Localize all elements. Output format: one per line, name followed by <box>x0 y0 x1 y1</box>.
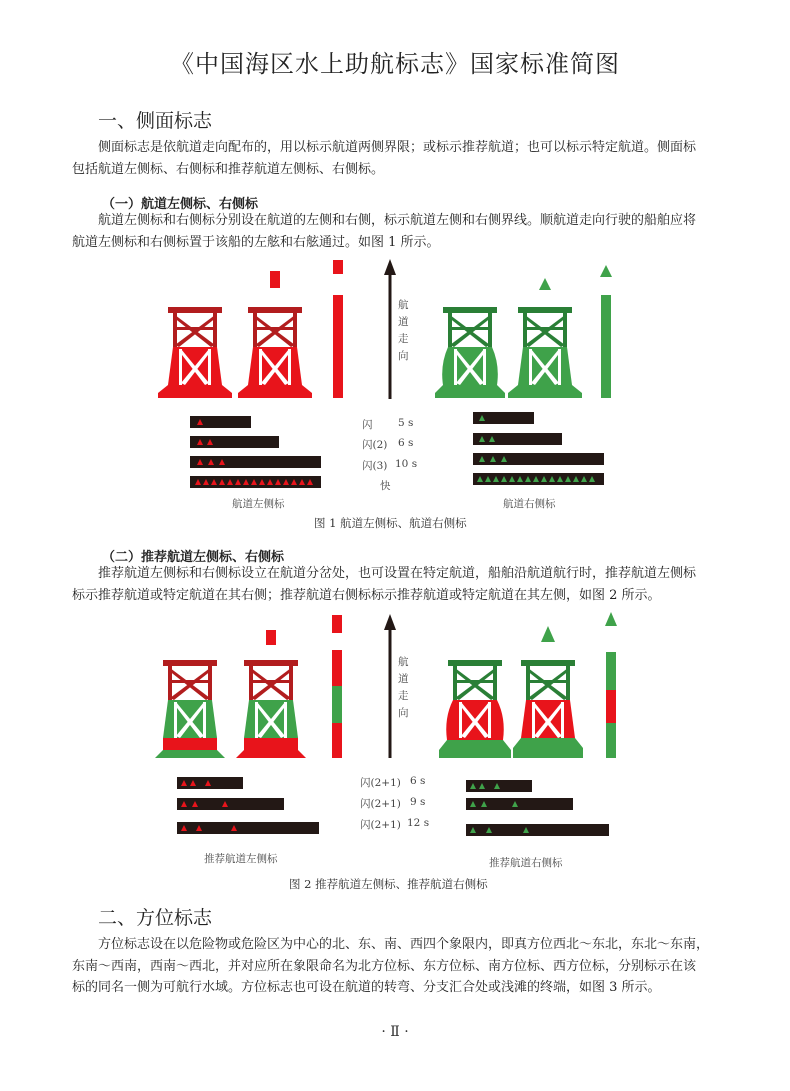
direction-arrow-2 <box>384 614 396 758</box>
preferred-port-flash-bars <box>177 777 319 834</box>
figure2-flash-name-3: 闪(2+1) <box>360 819 401 831</box>
port-spar <box>333 260 343 398</box>
figure2-flash-period-3: 12 s <box>407 817 430 829</box>
port-buoy-2 <box>238 271 312 398</box>
figure1-flash-period-2: 6 s <box>398 437 414 449</box>
figure1-direction-label: 航 道 走 向 <box>398 299 409 362</box>
starboard-buoy-1 <box>435 307 505 398</box>
figure1-flash-name-4: 快 <box>380 480 391 492</box>
section1-heading: 一、侧面标志 <box>98 110 213 132</box>
preferred-starboard-flash-bars <box>466 780 609 836</box>
section2-text: 方位标志设在以危险物或危险区为中心的北、东、南、西四个象限内，即真方位西北～东北，东北～东南， 东南～西南，西南～西北，并对应所在象限命名为北方位标、东方位标、南方位标、西方位标，分别标示在该 标的同名一侧为可航行水域。方位标志也可设在航道的转弯、分支汇合处或浅滩的终端，如图 3 所示。 <box>72 937 710 995</box>
figure2-drawing <box>0 610 790 875</box>
starboard-flash-bars <box>473 412 604 485</box>
sub1-heading: （一）航道左侧标、右侧标 <box>102 197 259 212</box>
figure2-flash-name-1: 闪(2+1) <box>360 777 401 789</box>
figure1-flash-name-3: 闪(3) <box>362 460 388 472</box>
figure2-right-label: 推荐航道右侧标 <box>489 857 563 869</box>
section2-heading: 二、方位标志 <box>98 907 213 929</box>
sub1-text: 航道左侧标和右侧标分别设在航道的左侧和右侧，标示航道左侧和右侧界线。顺航道走向行驶的船舶应将 航道左侧标和右侧标置于该船的左舷和右舷通过。如图 1 所示。 <box>72 213 697 250</box>
preferred-starboard-buoy-2 <box>513 626 583 758</box>
direction-arrow <box>384 259 396 399</box>
preferred-port-buoy-2 <box>236 630 306 758</box>
starboard-buoy-2 <box>508 278 582 398</box>
figure1-caption: 图 1 航道左侧标、航道右侧标 <box>314 516 467 530</box>
port-buoy-1 <box>158 307 232 398</box>
figure1-drawing <box>0 255 790 535</box>
figure1-flash-period-3: 10 s <box>395 458 418 470</box>
preferred-port-buoy-1 <box>155 660 225 758</box>
figure1-flash-period-1: 5 s <box>398 417 414 429</box>
figure2-caption: 图 2 推荐航道左侧标、推荐航道右侧标 <box>289 877 488 891</box>
figure1-left-label: 航道左侧标 <box>232 498 285 510</box>
figure1-flash-name-1: 闪 <box>362 419 373 431</box>
sub2-heading: （二）推荐航道左侧标、右侧标 <box>102 550 285 565</box>
figure2-direction-label: 航 道 走 向 <box>398 656 409 719</box>
figure1-flash-name-2: 闪(2) <box>362 439 388 451</box>
page-title: 《中国海区水上助航标志》国家标准简图 <box>170 50 620 78</box>
starboard-spar <box>600 265 612 398</box>
preferred-starboard-spar <box>605 612 617 758</box>
port-flash-bars <box>190 416 321 488</box>
preferred-starboard-buoy-1 <box>439 660 511 758</box>
figure2-flash-period-2: 9 s <box>410 796 426 808</box>
preferred-port-spar <box>332 615 342 758</box>
figure1-right-label: 航道右侧标 <box>503 498 556 510</box>
figure2-left-label: 推荐航道左侧标 <box>204 853 278 865</box>
sub2-text: 推荐航道左侧标和右侧标设立在航道分岔处，也可设置在特定航道，船舶沿航道航行时，推荐航道左侧标 标示推荐航道或特定航道在其右侧；推荐航道右侧标标示推荐航道或特定航道在其左侧，如图 2 所示。 <box>72 566 697 603</box>
page-number: · Ⅱ · <box>381 1024 409 1040</box>
figure2-flash-period-1: 6 s <box>410 775 426 787</box>
section1-intro: 侧面标志是依航道走向配布的，用以标示航道两侧界限；或标示推荐航道；也可以标示特定航道。侧面标 包括航道左侧标、右侧标和推荐航道左侧标、右侧标。 <box>72 140 697 177</box>
figure2-flash-name-2: 闪(2+1) <box>360 798 401 810</box>
